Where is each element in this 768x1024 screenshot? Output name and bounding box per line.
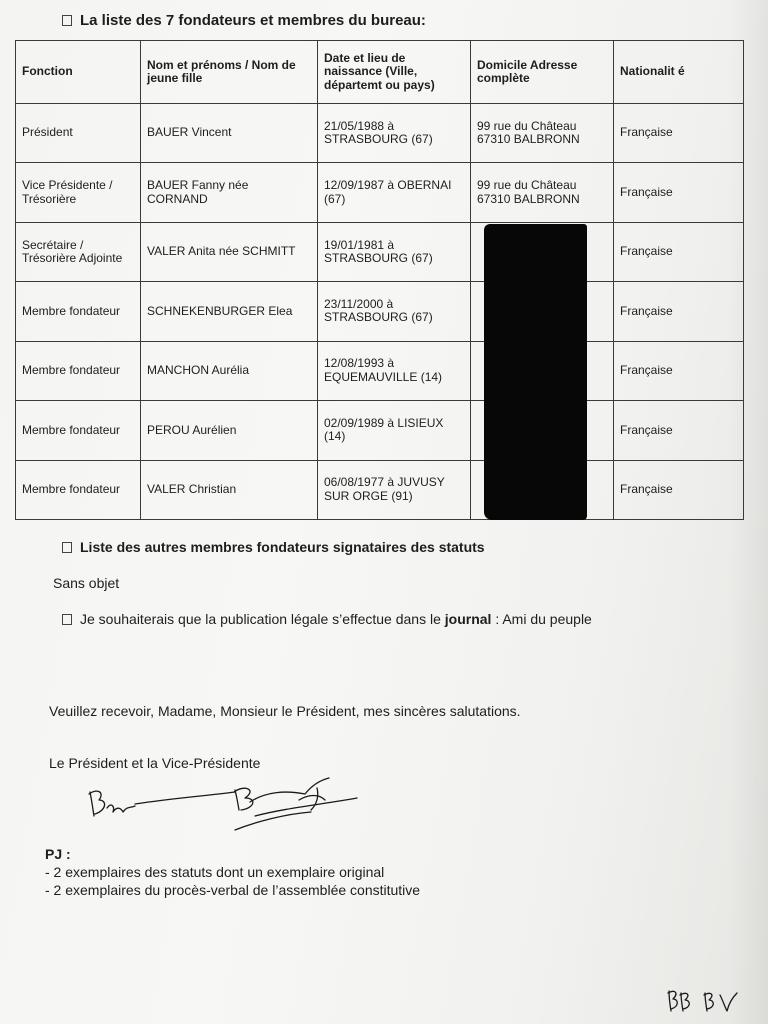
handwritten-initials bbox=[665, 985, 745, 1015]
header-naissance: Date et lieu de naissance (Ville, départemt ou pays) bbox=[318, 41, 471, 104]
initials-stroke bbox=[668, 991, 677, 1011]
checkbox-icon bbox=[62, 614, 72, 625]
header-nationalite: Nationalit é bbox=[614, 41, 744, 104]
pieces-jointes bbox=[45, 845, 420, 899]
table-header-row bbox=[16, 41, 744, 104]
section-title-fondateurs: La liste des 7 fondateurs et membres du bureau: bbox=[62, 12, 426, 29]
signature-first-tail bbox=[135, 792, 235, 804]
cell-nom: MANCHON Aurélia bbox=[141, 341, 318, 400]
signature-second-stroke bbox=[250, 778, 329, 810]
table-row bbox=[16, 163, 744, 222]
cell-nationalite: Française bbox=[614, 104, 744, 163]
cell-naissance: 23/11/2000 à STRASBOURG (67) bbox=[318, 282, 471, 341]
pj-item: - 2 exemplaires des statuts dont un exemplaire original bbox=[45, 864, 385, 880]
pj-item: - 2 exemplaires du procès-verbal de l’assemblée constitutive bbox=[45, 882, 421, 898]
signature-second-stroke bbox=[234, 788, 253, 810]
checkbox-icon bbox=[62, 542, 72, 553]
section-title-autres-membres: Liste des autres membres fondateurs signataires des statuts bbox=[62, 539, 485, 555]
cell-nom: SCHNEKENBURGER Elea bbox=[141, 282, 318, 341]
cell-nationalite: Française bbox=[614, 460, 744, 519]
redaction-block bbox=[484, 224, 587, 520]
journal-line: Je souhaiterais que la publication légale s’effectue dans le journal : Ami du peuple bbox=[62, 611, 592, 627]
table-row bbox=[16, 282, 744, 341]
cell-nom: VALER Anita née SCHMITT bbox=[141, 222, 318, 281]
cell-fonction: Membre fondateur bbox=[16, 282, 141, 341]
initials-stroke bbox=[680, 993, 689, 1011]
cell-nationalite: Française bbox=[614, 222, 744, 281]
cell-fonction: Membre fondateur bbox=[16, 460, 141, 519]
signature-first-text: Baus bbox=[85, 839, 88, 840]
cell-naissance: 06/08/1977 à JUVUSY SUR ORGE (91) bbox=[318, 460, 471, 519]
cell-naissance: 12/09/1987 à OBERNAI (67) bbox=[318, 163, 471, 222]
table-row bbox=[16, 341, 744, 400]
pj-title: PJ : bbox=[45, 846, 71, 862]
cell-naissance: 19/01/1981 à STRASBOURG (67) bbox=[318, 222, 471, 281]
signature-second-text: Bauer bbox=[235, 839, 238, 840]
cell-naissance: 02/09/1989 à LISIEUX (14) bbox=[318, 401, 471, 460]
signature-first-stroke bbox=[107, 805, 135, 812]
salutations-text: Veuillez recevoir, Madame, Monsieur le Président, mes sincères salutations. bbox=[49, 703, 521, 719]
signataires-text: Le Président et la Vice-Présidente bbox=[49, 755, 261, 771]
journal-keyword: journal bbox=[444, 611, 492, 627]
signature-first-stroke bbox=[89, 791, 105, 816]
cell-fonction: Président bbox=[16, 104, 141, 163]
cell-fonction: Secrétaire / Trésorière Adjointe bbox=[16, 222, 141, 281]
cell-fonction: Membre fondateur bbox=[16, 401, 141, 460]
initials-stroke bbox=[720, 993, 737, 1011]
cell-nom: BAUER Vincent bbox=[141, 104, 318, 163]
cell-naissance: 12/08/1993 à EQUEMAUVILLE (14) bbox=[318, 341, 471, 400]
cell-nom: PEROU Aurélien bbox=[141, 401, 318, 460]
header-nom: Nom et prénoms / Nom de jeune fille bbox=[141, 41, 318, 104]
table-row bbox=[16, 104, 744, 163]
cell-naissance: 21/05/1988 à STRASBOURG (67) bbox=[318, 104, 471, 163]
cell-fonction: Vice Présidente / Trésorière bbox=[16, 163, 141, 222]
header-domicile: Domicile Adresse complète bbox=[471, 41, 614, 104]
cell-domicile: 99 rue du Château 67310 BALBRONN bbox=[471, 163, 614, 222]
checkbox-icon bbox=[62, 15, 72, 26]
signatures bbox=[85, 770, 375, 840]
fondateurs-table bbox=[15, 40, 744, 520]
cell-nom: BAUER Fanny née CORNAND bbox=[141, 163, 318, 222]
cell-nationalite: Française bbox=[614, 282, 744, 341]
cell-nationalite: Française bbox=[614, 163, 744, 222]
cell-nationalite: Française bbox=[614, 401, 744, 460]
cell-nom: VALER Christian bbox=[141, 460, 318, 519]
cell-nationalite: Française bbox=[614, 341, 744, 400]
cell-fonction: Membre fondateur bbox=[16, 341, 141, 400]
table-row bbox=[16, 401, 744, 460]
sans-objet-text: Sans objet bbox=[53, 575, 120, 591]
header-fonction: Fonction bbox=[16, 41, 141, 104]
table-row bbox=[16, 222, 744, 281]
initials-stroke bbox=[704, 993, 713, 1011]
initials-text: FB BV bbox=[665, 1014, 668, 1015]
table-row bbox=[16, 460, 744, 519]
cell-domicile: 99 rue du Château 67310 BALBRONN bbox=[471, 104, 614, 163]
